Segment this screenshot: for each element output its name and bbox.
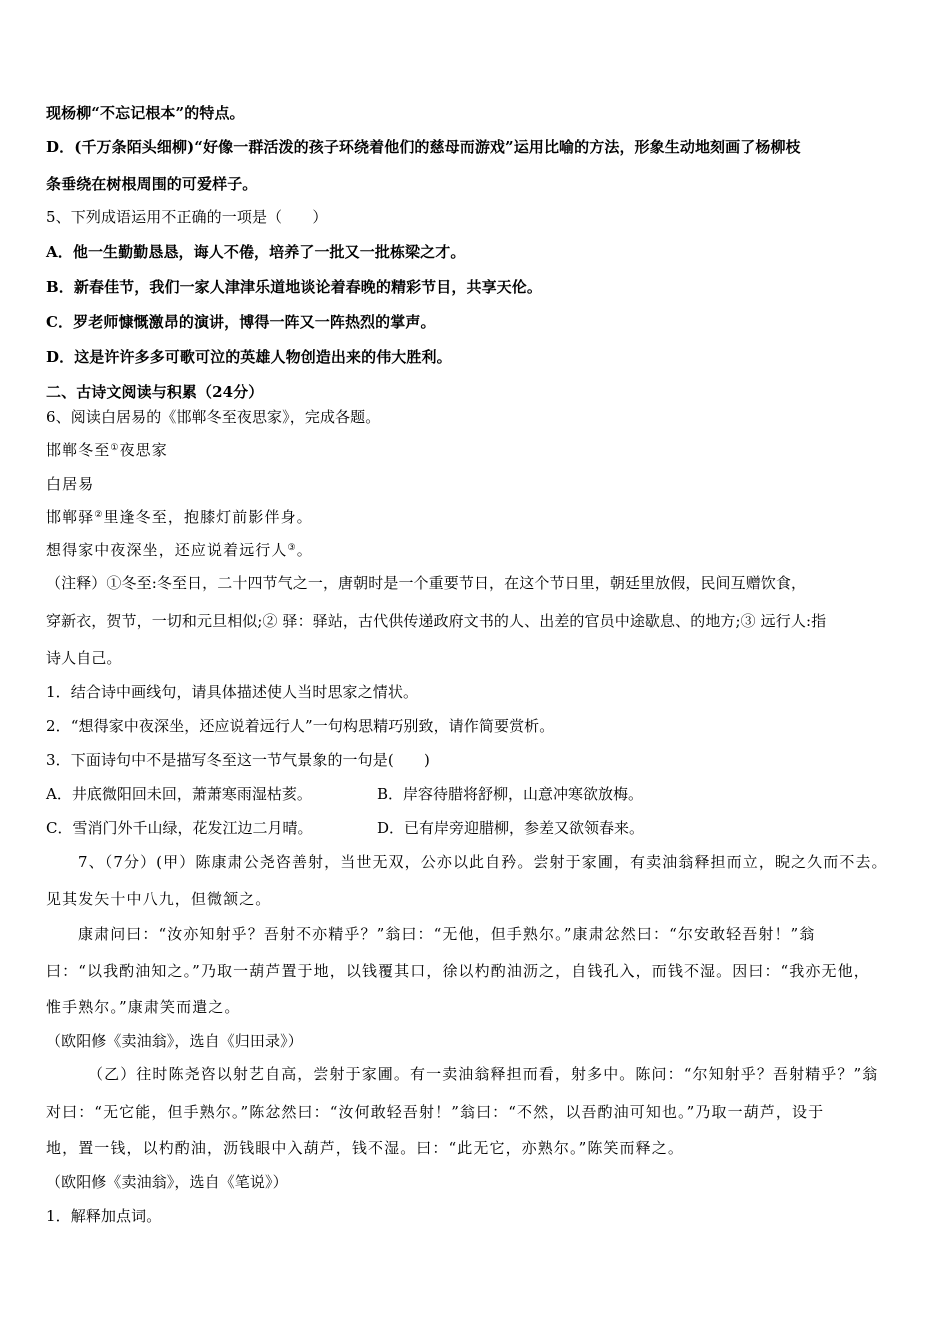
poem-author: 白居易 [46,475,95,493]
q7-jia-line2: 见其发矢十中八九，但微颔之。 [46,890,272,908]
q7-yi-line3: 地，置一钱，以杓酌油，沥钱眼中入葫芦，钱不湿。曰：“此无它，亦熟尔。”陈笑而释之。 [46,1139,684,1157]
q6-sub3: 3．下面诗句中不是描写冬至这一节气景象的一句是( ) [46,751,430,769]
q6-sub2: 2．“想得家中夜深坐，还应说着远行人”一句构思精巧别致，请作简要赏析。 [46,717,555,735]
q6-sub3-option-a: A．井底微阳回未回，萧萧寒雨湿枯荄。 [46,785,312,803]
q7-sub1: 1．解释加点词。 [46,1207,162,1225]
q6-stem: 6、阅读白居易的《邯郸冬至夜思家》，完成各题。 [46,408,381,426]
q4-option-d-line2: 条垂绕在树根周围的可爱样子。 [46,175,258,193]
q7-jia-line3: 康肃问曰：“汝亦知射乎？吾射不亦精乎？”翁曰：“无他，但手熟尔。”康肃忿然曰：“尔安敢轻吾射！”翁 [78,925,816,943]
q7-jia-line5: 惟手熟尔。”康肃笑而遣之。 [46,998,241,1016]
poem-line-1: 邯郸驿②里逢冬至，抱膝灯前影伴身。 [46,508,313,526]
q5-option-d: D．这是许许多多可歌可泣的英雄人物创造出来的伟大胜利。 [46,348,452,366]
poem-title: 邯郸冬至①夜思家 [46,441,168,459]
q5-stem: 5、下列成语运用不正确的一项是（ ） [46,208,328,226]
q6-sub1: 1．结合诗中画线句，请具体描述使人当时思家之情状。 [46,683,419,701]
poem-note-line3: 诗人自己。 [46,649,122,667]
q7-jia-line4: 曰：“以我酌油知之。”乃取一葫芦置于地，以钱覆其口，徐以杓酌油沥之，自钱孔入，而钱不湿。因曰：“我亦无他， [46,962,870,980]
q5-option-b: B．新春佳节，我们一家人津津乐道地谈论着春晚的精彩节目，共享天伦。 [46,278,542,296]
q7-yi-line2: 对曰：“无它能，但手熟尔。”陈忿然曰：“汝何敢轻吾射！”翁曰：“不然，以吾酌油可知也。”乃取一葫芦，设于 [46,1103,825,1121]
poem-note-line1: （注释）①冬至:冬至日，二十四节气之一，唐朝时是一个重要节日，在这个节日里，朝廷里放假，民间互赠饮食， [46,574,807,592]
q4-option-d-line1: D．(千万条陌头细柳)“好像一群活泼的孩子环绕着他们的慈母而游戏”运用比喻的方法，形象生动地刻画了杨柳枝 [46,138,801,156]
q6-sub3-option-d: D．已有岸旁迎腊柳，参差又欲领春来。 [377,819,645,837]
poem-note-line2: 穿新衣，贺节，一切和元旦相似;② 驿：驿站，古代供传递政府文书的人、出差的官员中途歇息、的地方;③ 远行人:指 [46,612,827,630]
q7-jia-line1: 7、（7分）(甲）陈康肃公尧咨善射，当世无双，公亦以此自矜。尝射于家圃，有卖油翁释担而立，睨之久而不去。 [78,853,888,871]
q7-yi-source: （欧阳修《卖油翁》，选自《笔说》） [46,1173,288,1191]
q4-option-c-end: 现杨柳“不忘记根本”的特点。 [46,104,245,122]
section-heading-classical: 二、古诗文阅读与积累（24分） [46,383,264,401]
q5-option-c: C．罗老师慷慨激昂的演讲，博得一阵又一阵热烈的掌声。 [46,313,436,331]
q6-sub3-option-b: B．岸容待腊将舒柳，山意冲寒欲放梅。 [377,785,644,803]
q6-sub3-option-c: C．雪消门外千山绿，花发江边二月晴。 [46,819,313,837]
q7-jia-source: （欧阳修《卖油翁》，选自《归田录》） [46,1032,303,1050]
q7-yi-line1: （乙）往时陈尧咨以射艺自高，尝射于家圃。有一卖油翁释担而看，射多中。陈问：“尔知射乎？吾射精乎？”翁 [88,1065,879,1083]
q5-option-a: A．他一生勤勤恳恳，诲人不倦，培养了一批又一批栋梁之才。 [46,243,466,261]
poem-line-2: 想得家中夜深坐，还应说着远行人③。 [46,541,313,559]
